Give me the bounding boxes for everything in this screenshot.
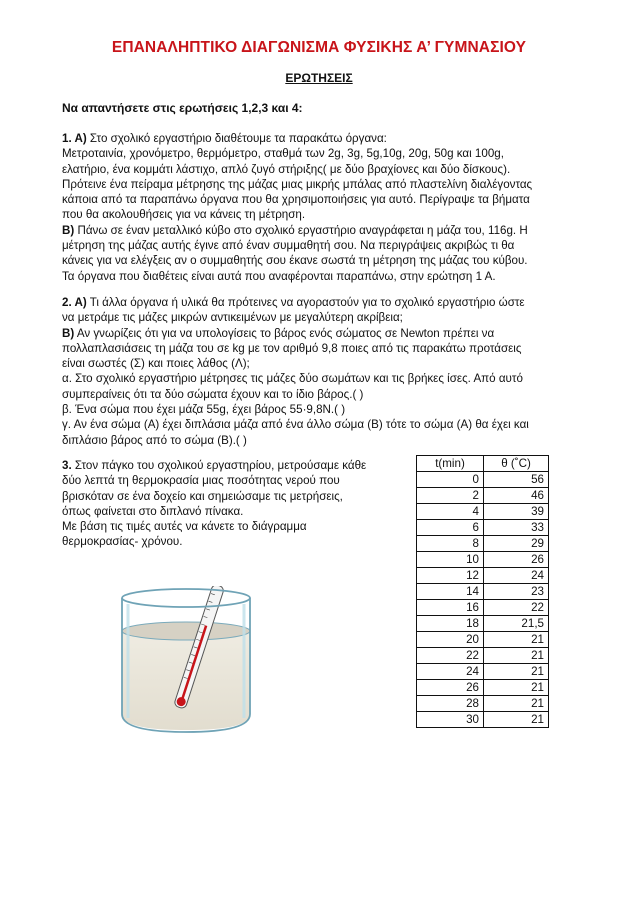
temperature-cell: 21 [484,632,549,648]
table-row [417,584,549,600]
q3-line: βρισκόταν σε ένα δοχείο και σημειώσαμε τις μετρήσεις, [62,489,343,503]
temperature-cell: 46 [484,488,549,504]
page-title: ΕΠΑΝΑΛΗΠΤΙΚΟ ΔΙΑΓΩΝΙΣΜΑ ΦΥΣΙΚΗΣ Α’ ΓΥΜΝΑΣΙΟΥ [111,39,527,56]
question-2b-label: Β) [62,326,75,340]
q2b-line: γ. Αν ένα σώμα (Α) έχει διπλάσια μάζα από ένα άλλο σώμα (Β) τότε το σώμα (Α) θα έχει και [62,418,529,432]
table-row [417,632,549,648]
time-cell: 2 [417,488,484,504]
question-3-label: 3. [62,459,72,472]
temperature-cell: 21 [484,696,549,712]
instructions: Να απαντήσετε στις ερωτήσεις 1,2,3 και 4: [62,101,303,115]
beaker-rim [122,589,250,607]
q2b-line: β. Ένα σώμα που έχει μάζα 55g, έχει βάρος 55·9,8N.( ) [62,403,346,417]
table-row [417,648,549,664]
temperature-column-header: θ (˚C) [484,456,549,472]
temperature-cell: 21 [484,664,549,680]
time-cell: 20 [417,632,484,648]
q3-line: όπως φαίνεται στο διπλανό πίνακα. [62,504,244,518]
temperature-cell: 24 [484,568,549,584]
question-2a-label: 2. Α) [62,296,87,309]
q1a-line: κάποια από τα παραπάνω όργανα που θα χρησιμοποιήσεις για αυτό. Περίγραψε τα βήματα [62,193,530,207]
q2b-line: α. Στο σχολικό εργαστήριο μέτρησες τις μάζες δύο σωμάτων και τις βρήκες ίσες. Από αυτό [62,372,523,386]
temperature-cell: 21 [484,680,549,696]
temperature-cell: 21,5 [484,616,549,632]
table-row [417,600,549,616]
q2b-line: πολλαπλασιάσεις τη μάζα του σε kg με τον αριθμό 9,8 ποιες από τις παρακάτω προτάσεις [62,341,522,355]
time-cell: 16 [417,600,484,616]
q1a-line: Μετροταινία, χρονόμετρο, θερμόμετρο, σταθμά των 2g, 3g, 5g,10g, 20g, 50g και 100g, [62,147,504,161]
q1a-line: ελατήριο, ένα κομμάτι λάστιχο, απλό ζυγό στήριξης( με δύο βραχίονες και δύο δίσκους). [62,162,511,176]
q1b-line: Τα όργανα που διαθέτεις είναι αυτά που αναφέρονται παραπάνω, στην ερώτηση 1 Α. [62,269,496,283]
table-row [417,568,549,584]
temperature-cell: 29 [484,536,549,552]
time-cell: 12 [417,568,484,584]
time-cell: 14 [417,584,484,600]
q1b-line: μέτρηση της μάζας αυτής έγινε από έναν συμμαθητή σου. Να περιγράψεις ακριβώς τι θα [62,239,515,253]
time-cell: 10 [417,552,484,568]
q2b-line: συμπεραίνεις ότι τα δύο σώματα έχουν και το ίδιο βάρος.( ) [62,387,364,401]
time-cell: 8 [417,536,484,552]
q1a-line: που θα ακολουθήσεις για να κάνεις τη μέτρηση. [62,208,306,222]
q2a-line: να μετράμε τις μάζες μικρών αντικειμένων με μεγαλύτερη ακρίβεια; [62,311,403,325]
q2b-line: Αν γνωρίζεις ότι για να υπολογίσεις το βάρος ενός σώματος σε Newton πρέπει να [74,326,495,340]
temperature-cell: 26 [484,552,549,568]
table-header-row [417,456,549,472]
time-cell: 30 [417,712,484,728]
table-row [417,696,549,712]
q1a-line: Πρότεινε ένα πείραμα μέτρησης της μάζας μιας μικρής μπάλας από πλαστελίνη διαλέγοντας [62,177,533,191]
q3-line: Με βάση τις τιμές αυτές να κάνετε το διάγραμμα [62,520,307,534]
time-column-header: t(min) [417,456,484,472]
time-cell: 24 [417,664,484,680]
table-row [417,616,549,632]
q2a-line: Τι άλλα όργανα ή υλικά θα πρότεινες να αγοραστούν για το σχολικό εργαστήριο ώστε [86,296,525,309]
beaker-thermometer-illustration [118,586,258,736]
temperature-cell: 23 [484,584,549,600]
q3-line: Στον πάγκο του σχολικού εργαστηρίου, μετρούσαμε κάθε [71,459,367,472]
question-1 [62,131,587,284]
time-cell: 18 [417,616,484,632]
q2b-line: διπλάσιο βάρος από το σώμα (Β).( ) [62,433,247,447]
water-surface [122,622,250,640]
temperature-cell: 21 [484,712,549,728]
question-3 [62,458,412,550]
table-row [417,520,549,536]
time-cell: 22 [417,648,484,664]
question-1a-label: 1. Α) [62,132,87,145]
temperature-cell: 39 [484,504,549,520]
question-2 [62,295,587,448]
q1b-line: Πάνω σε έναν μεταλλικό κύβο στο σχολικό εργαστήριο αναγράφεται η μάζα του, 116g. Η [74,223,528,237]
time-cell: 28 [417,696,484,712]
time-cell: 26 [417,680,484,696]
section-heading: ΕΡΩΤΗΣΕΙΣ [285,71,353,85]
table-row [417,552,549,568]
q2b-line: είναι σωστές (Σ) και ποιες λάθος (Λ); [62,357,250,371]
temperature-time-table [416,455,549,728]
time-cell: 0 [417,472,484,488]
q1b-line: κάνεις για να ελέγξεις αν ο συμμαθητής σου έκανε σωστά τη μέτρηση της μάζας του κύβου. [62,254,528,268]
question-1b-label: Β) [62,223,75,237]
temperature-cell: 22 [484,600,549,616]
temperature-cell: 33 [484,520,549,536]
table-row [417,712,549,728]
table-row [417,472,549,488]
table-row [417,504,549,520]
time-cell: 6 [417,520,484,536]
q3-line: δύο λεπτά τη θερμοκρασία μιας ποσότητας νερού που [62,474,340,488]
temperature-cell: 21 [484,648,549,664]
table-row [417,664,549,680]
table-row [417,536,549,552]
time-cell: 4 [417,504,484,520]
q1a-line: Στο σχολικό εργαστήριο διαθέτουμε τα παρακάτω όργανα: [86,132,387,145]
table-row [417,680,549,696]
temperature-cell: 56 [484,472,549,488]
table-row [417,488,549,504]
q3-line: θερμοκρασίας- χρόνου. [62,535,183,549]
